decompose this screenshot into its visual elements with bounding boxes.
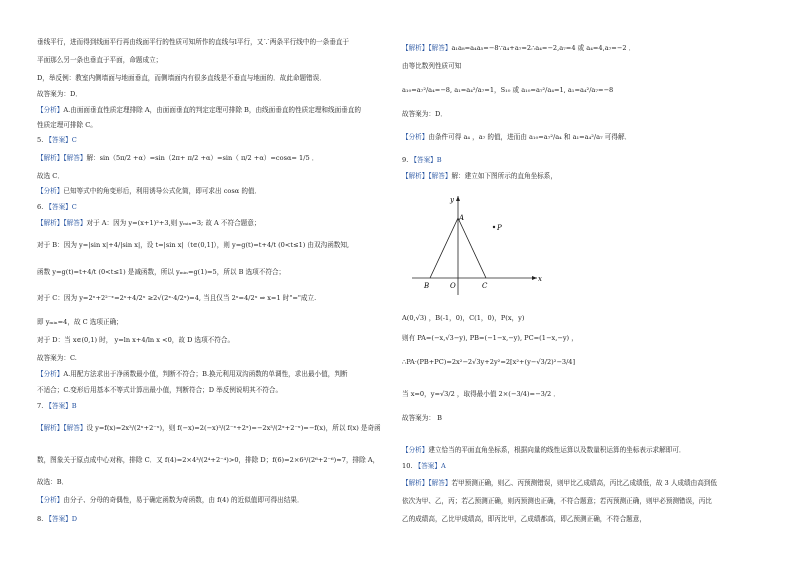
text-line: 性质定理可排除 C。 — [37, 121, 97, 129]
analysis-line — [37, 370, 348, 379]
solution-text: 设 y=f(x)=2x³/(2ˣ+2⁻ˣ)，则 f(−x)=2(−x)³/(2⁻ˣ+2ˣ)=−2x³/(2ˣ+2⁻ˣ)=−f(x)，所以 f(x) 是奇函 — [86, 424, 381, 432]
solution-text: 解：建立如下图所示的直角坐标系， — [451, 172, 557, 180]
analysis-line — [402, 446, 686, 455]
question-number: 9. — [402, 156, 409, 164]
analysis-tag: 【分析】 — [37, 370, 64, 378]
analysis-line — [37, 187, 261, 196]
solution-tag: 【解析】【解答】 — [402, 44, 452, 52]
solution-line — [402, 172, 557, 181]
solution-tag: 【解析】【解答】 — [402, 479, 452, 487]
answer-line: 故答案为： B — [402, 414, 442, 422]
answer-tag: 【答案】C — [45, 203, 77, 211]
solution-line — [402, 479, 717, 488]
text-line: D，举反例：教室内侧墙面与地面垂直，而侧墙面内有很多直线是不垂直与地面的．故此命题错误． — [37, 74, 326, 82]
label-B: B — [424, 282, 430, 290]
text-line: 对于 B：因为 y=|sin x|+4/|sin x|，设 t=|sin x|（t∈(0,1]），则 y=g(t)=t+4/t (0<t≤1) 由双沟函数知, — [37, 241, 350, 249]
segment-AB — [430, 218, 458, 278]
question-number: 5. — [37, 136, 44, 144]
label-C: C — [482, 282, 488, 290]
point-P — [493, 226, 495, 228]
label-x: x — [538, 275, 542, 283]
answer-tag: 【答案】A — [414, 462, 446, 470]
question-10-answer — [402, 462, 446, 471]
solution-text: a₁a₈=a₄a₅=−8∵a₄+a₇=2∴a₄=−2,a₇=4 或 a₄=4,a₇=−2 ． — [451, 44, 636, 52]
answer-tag: 【答案】D — [45, 515, 78, 523]
segment-AC — [458, 218, 486, 278]
question-number: 6. — [37, 203, 44, 211]
coordinate-figure — [402, 190, 552, 300]
analysis-tag: 【分析】 — [402, 446, 429, 454]
x-axis-arrow — [532, 276, 537, 280]
formula-line: 当 x=0，y=√3/2 ，取得最小值 2×(−3/4)=−3/2 ． — [402, 390, 560, 398]
analysis-text: 已知等式中的角变形后，利用诱导公式化简，即可求出 cosα 的值． — [63, 187, 262, 195]
solution-text: 解：sin（5π/2 +α）=sin（2π+ π/2 +α）=sin（ π/2 +α）=cosα= 1/5 ． — [86, 154, 319, 162]
question-7-answer — [37, 402, 77, 411]
question-8-answer — [37, 515, 77, 524]
analysis-text: A.由面面垂直性质定理排除 A，由面面垂直的判定定理可排除 B，由线面垂直的性质定理和线面垂直的 — [63, 106, 361, 114]
text-line: 故选 C． — [37, 172, 64, 180]
solution-tag: 【解析】【解答】 — [402, 172, 452, 180]
text-line: 不适合；C.变形后用基本不等式计算出最小值，判断符合；D 举反例说明其不符合。 — [37, 386, 283, 394]
question-number: 10. — [402, 462, 413, 470]
text-line: 数，图象关于原点成中心对称，排除 C．又 f(4)=2×4³/(2⁴+2⁻⁴)>0，排除 D；f(6)=2×6³/(2⁶+2⁻⁶)≈7，排除 A， — [37, 456, 380, 464]
answer-line: 故答案为：D． — [402, 110, 447, 118]
answer-tag: 【答案】C — [45, 136, 77, 144]
question-number: 8. — [37, 515, 44, 523]
answer-tag: 【答案】B — [410, 156, 442, 164]
text-line: 依次为甲、乙，丙；若乙预测正确，则丙预测也正确，不符合题意；若丙预测正确，则甲必预测错误，丙比 — [402, 497, 712, 505]
text-line: A(0,√3) ，B(-1，0)，C(1，0)，P(x，y) — [402, 314, 525, 322]
answer-line: 故答案为：D． — [37, 90, 82, 98]
text-line: 平面那么另一条也垂直于平面，命题成立； — [37, 56, 163, 64]
text-line: 由等比数列性质可知 — [402, 62, 462, 70]
analysis-tag: 【分析】 — [402, 133, 429, 141]
text-line: 垂线平行，进而得到线面平行再由线面平行的性质可知所作的直线与l平行，又∵两条平行线中的一条垂直于 — [37, 38, 350, 46]
analysis-tag: 【分析】 — [37, 106, 64, 114]
formula-line: ∴PA·(PB+PC)=2x²−2√3y+2y²=2[x²+(y−√3/2)²−3/4] — [402, 358, 576, 366]
solution-line — [37, 219, 260, 228]
text-line: 乙的成绩高，乙比甲成绩高，即丙比甲，乙成绩都高，即乙预测正确，不符合题意， — [402, 515, 646, 523]
analysis-tag: 【分析】 — [37, 187, 64, 195]
solution-line — [402, 44, 635, 53]
answer-line: 故答案为：C. — [37, 354, 77, 362]
analysis-text: 由分子、分母的奇偶性，易于确定函数为奇函数，由 f(4) 的近似值即可得出结果． — [63, 496, 304, 504]
formula-line: a₁₀=a₇²/a₄=−8, a₁=a₄²/a₇=1，S₁₀ 或 a₁₀=a₇²/a₄=1, a₁=a₄²/a₇=−8 — [402, 86, 614, 94]
solution-tag: 【解析】【解答】 — [37, 219, 87, 227]
analysis-line — [402, 133, 631, 142]
label-y: y — [450, 196, 454, 204]
analysis-text: A.用配方法求出于净函数最小值，判断不符合；B.换元利用双沟函数的单调性，求出最小值，判断 — [63, 370, 348, 378]
question-number: 7. — [37, 402, 44, 410]
solution-tag: 【解析】【解答】 — [37, 424, 87, 432]
solution-tag: 【解析】【解答】 — [37, 154, 87, 162]
question-5-answer — [37, 136, 77, 145]
analysis-tag: 【分析】 — [37, 496, 64, 504]
y-axis-arrow — [456, 196, 460, 201]
analysis-line — [37, 496, 304, 505]
solution-line — [37, 424, 381, 433]
label-O: O — [450, 282, 456, 290]
text-line: 即 yₘᵢₙ=4，故 C 选项正确； — [37, 318, 123, 326]
text-line: 函数 y=g(t)=t+4/t (0<t≤1) 是减函数，所以 yₘᵢₙ=g(1)=5，所以 B 选项不符合； — [37, 268, 286, 276]
solution-text: 若甲预测正确，则乙、丙预测错误，则甲比乙成绩高，丙比乙成绩低，故 3 人成绩由高到低 — [451, 479, 717, 487]
text-line: 对于 D：当 x∈(0,1) 时， y=ln x+4/ln x <0，故 D 选项不符合。 — [37, 336, 235, 344]
analysis-line — [37, 106, 361, 115]
question-9-answer — [402, 156, 442, 165]
solution-text: 对于 A：因为 y=(x+1)²+3,则 yₘᵢₙ=3; 故 A 不符合题意； — [86, 219, 261, 227]
answer-line: 故选：B． — [37, 478, 69, 486]
label-P: P — [497, 224, 502, 232]
answer-tag: 【答案】B — [45, 402, 77, 410]
text-line: 对于 C：因为 y=2ˣ+2²⁻ˣ=2ˣ+4/2ˣ ≥2√(2ˣ·4/2ˣ)=4, 当且仅当 2ˣ=4/2ˣ ⇒ x=1 时"="成立. — [37, 294, 317, 302]
question-6-answer — [37, 203, 77, 212]
analysis-text: 建立恰当的平面直角坐标系，根据向量的线性运算以及数量积运算的坐标表示求解即可． — [428, 446, 686, 454]
label-A: A — [459, 214, 465, 222]
analysis-text: 由条件可得 a₄ ，a₇ 的值，进而由 a₁₀=a₇²/a₄ 和 a₁=a₄²/a₇ 可得解． — [428, 133, 632, 141]
formula-line: 则有 PA=(−x,√3−y), PB=(−1−x,−y), PC=(1−x,−y) ， — [402, 334, 578, 342]
solution-line — [37, 154, 318, 163]
